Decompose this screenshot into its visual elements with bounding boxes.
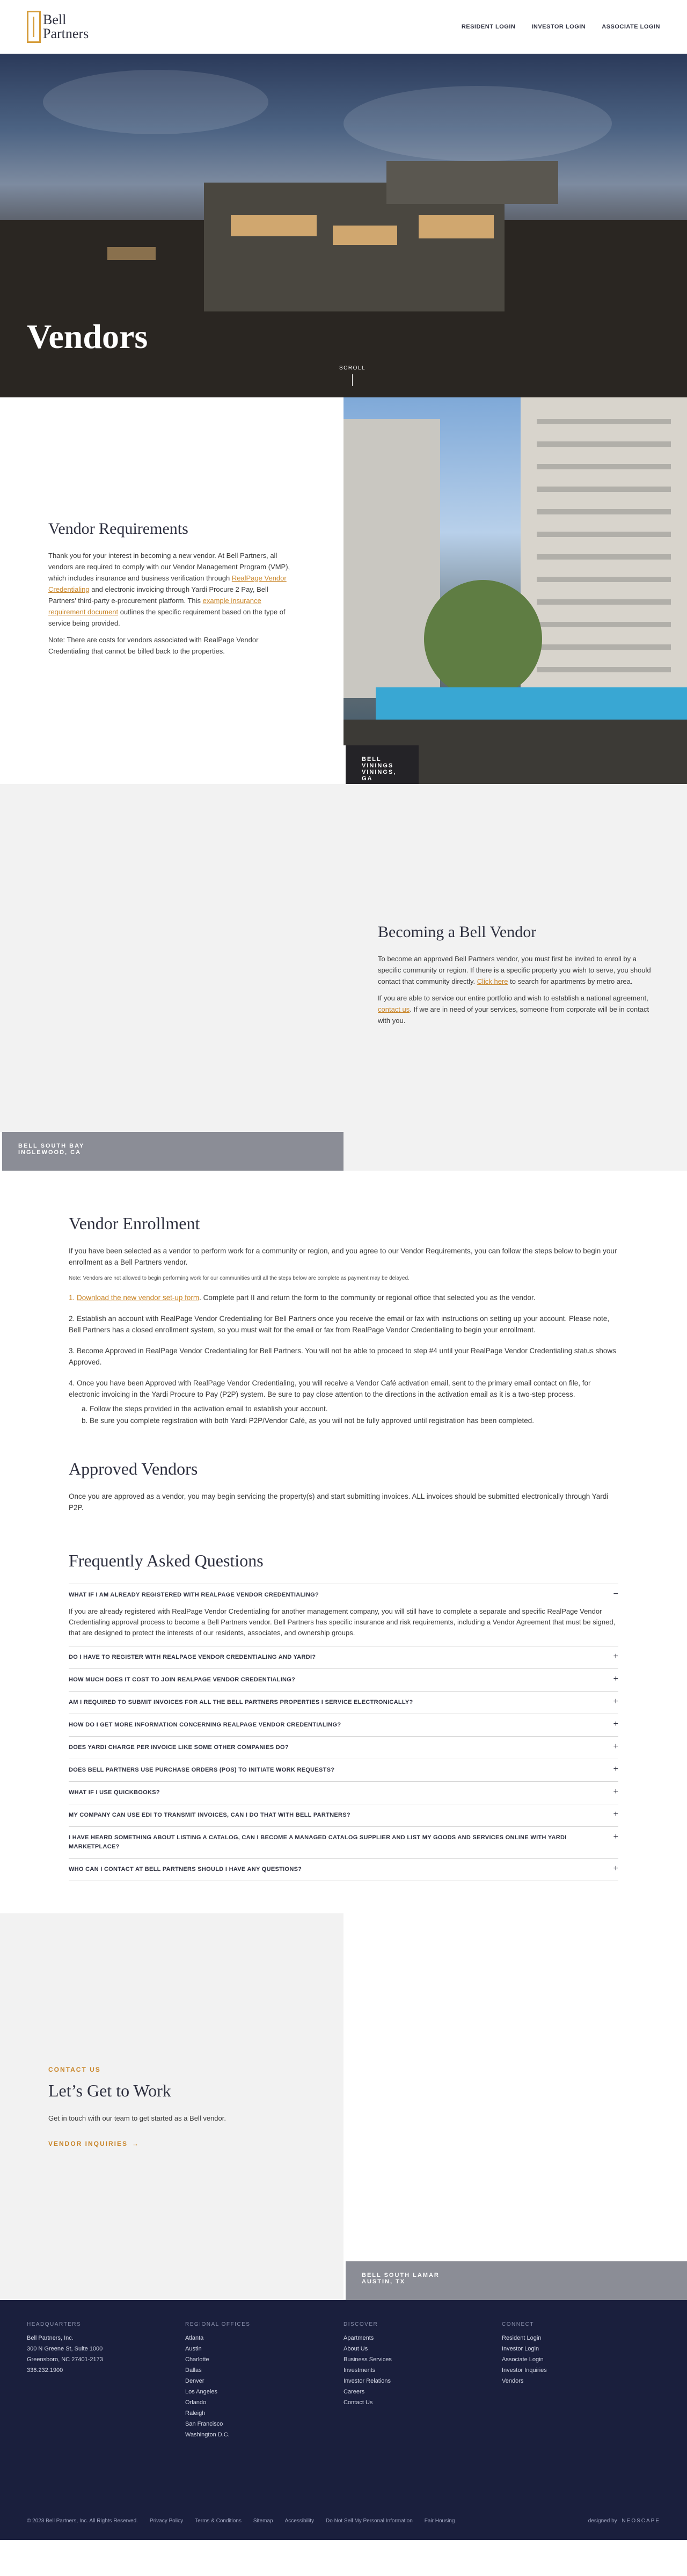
- site-footer: [0, 2300, 687, 2540]
- discover-link[interactable]: Investments: [344, 2367, 376, 2374]
- hero-cloud: [344, 86, 612, 161]
- becoming-vendor-section: [0, 784, 687, 1171]
- faq-item[interactable]: [69, 1668, 618, 1691]
- faq-question: WHAT IF I AM ALREADY REGISTERED WITH REALPAGE VENDOR CREDENTIALING?: [69, 1592, 319, 1598]
- footer-headquarters: [27, 2321, 185, 2440]
- legal-link[interactable]: Privacy Policy: [149, 2518, 184, 2524]
- contact-us-link[interactable]: contact us: [378, 1005, 410, 1013]
- enrollment-title: Vendor Enrollment: [69, 1214, 200, 1233]
- hero-window-light: [419, 215, 494, 238]
- faq-item[interactable]: [69, 1646, 618, 1668]
- caption-property: BELL SOUTH LAMAR: [362, 2272, 440, 2279]
- investor-login-link[interactable]: INVESTOR LOGIN: [531, 24, 586, 30]
- realpage-link[interactable]: RealPage Vendor Credentialing: [48, 574, 287, 593]
- expand-icon[interactable]: +: [613, 1674, 618, 1684]
- expand-icon[interactable]: +: [613, 1810, 618, 1819]
- faq-item[interactable]: [69, 1804, 618, 1826]
- contact-eyebrow: CONTACT US: [48, 2066, 101, 2073]
- contact-image-placeholder: [344, 1913, 687, 2300]
- regional-office-link[interactable]: Charlotte: [185, 2356, 209, 2363]
- vendor-setup-form-link[interactable]: Download the new vendor set-up form: [77, 1294, 200, 1302]
- hero-window-light: [231, 215, 317, 236]
- logo-mark-icon: [27, 11, 41, 43]
- resident-login-link[interactable]: RESIDENT LOGIN: [461, 24, 516, 30]
- text-fragment: If you are able to service our entire portfolio and wish to establish a national agreement,: [378, 994, 648, 1002]
- faq-item-open[interactable]: [69, 1584, 618, 1606]
- legal-link[interactable]: Accessibility: [284, 2518, 315, 2524]
- copyright: © 2023 Bell Partners, Inc. All Rights Reserved.: [27, 2518, 138, 2524]
- regional-office-link[interactable]: Denver: [185, 2378, 204, 2384]
- text-fragment: and electronic invoicing through Yardi Procure 2 Pay, Bell Partners' third-party e-procurement platform. This: [48, 585, 268, 605]
- requirements-paragraph: [48, 550, 295, 629]
- associate-login-link[interactable]: ASSOCIATE LOGIN: [602, 24, 660, 30]
- enrollment-step-4: 4. Once you have been Approved with RealPage Vendor Credentialing, you will receive a Vendor Café activation email, sent to the primary email contact on file, for electronic invoicing in the Yardi Procure to Pay (P2P) system. Be sure to pay close attention to the directions in the activation email as it is a two-step process.: [69, 1379, 591, 1398]
- footer-heading: CONNECT: [502, 2321, 534, 2327]
- faq-title: Frequently Asked Questions: [69, 1551, 264, 1570]
- site-header: [0, 0, 687, 54]
- expand-icon[interactable]: +: [613, 1787, 618, 1796]
- collapse-icon[interactable]: −: [613, 1590, 618, 1599]
- faq-question: HOW DO I GET MORE INFORMATION CONCERNING REALPAGE VENDOR CREDENTIALING?: [69, 1722, 341, 1728]
- photo-caption: [344, 2261, 687, 2300]
- bell-vinings-photo: [344, 397, 687, 784]
- connect-link[interactable]: Associate Login: [502, 2356, 544, 2363]
- trees: [424, 580, 542, 698]
- footer-heading: HEADQUARTERS: [27, 2321, 82, 2327]
- faq-question: DOES BELL PARTNERS USE PURCHASE ORDERS (POS) TO INITIATE WORK REQUESTS?: [69, 1767, 335, 1773]
- caption-location: INGLEWOOD, CA: [18, 1149, 82, 1156]
- hero-window-light: [333, 226, 397, 245]
- faq-question: AM I REQUIRED TO SUBMIT INVOICES FOR ALL THE BELL PARTNERS PROPERTIES I SERVICE ELECTRONICALLY?: [69, 1699, 413, 1706]
- hq-lines: [27, 2333, 185, 2376]
- regional-office-link[interactable]: Orlando: [185, 2399, 207, 2406]
- footer-discover: [344, 2321, 502, 2440]
- approved-text: Once you are approved as a vendor, you may begin servicing the property(s) and start submitting invoices. ALL invoices should be submitted electronically through Yardi P2P.: [69, 1492, 609, 1512]
- top-nav: [462, 24, 660, 30]
- expand-icon[interactable]: +: [613, 1719, 618, 1729]
- scroll-indicator[interactable]: [339, 365, 366, 386]
- requirements-note: Note: There are costs for vendors associated with RealPage Vendor Credentialing that cannot be billed back to the properties.: [48, 635, 259, 655]
- discover-link[interactable]: Business Services: [344, 2356, 392, 2363]
- becoming-paragraph-1: [378, 953, 653, 987]
- footer-regional-offices: [185, 2321, 344, 2440]
- photo-caption: [0, 1132, 344, 1171]
- bell-partners-logo[interactable]: [27, 11, 89, 43]
- expand-icon[interactable]: +: [613, 1832, 618, 1841]
- connect-link[interactable]: Investor Login: [502, 2346, 539, 2352]
- enrollment-intro: If you have been selected as a vendor to perform work for a community or region, and you agree to our Vendor Requirements, you can follow the steps below to begin your enrollment as a Bell Partners vendor.: [69, 1247, 617, 1266]
- vendor-enrollment-section: [0, 1171, 687, 1448]
- faq-question: WHO CAN I CONTACT AT BELL PARTNERS SHOULD I HAVE ANY QUESTIONS?: [69, 1866, 302, 1873]
- faq-item[interactable]: [69, 1736, 618, 1759]
- becoming-text: [344, 784, 687, 1171]
- text-fragment: To become an approved Bell Partners vendor, you must first be invited to enroll by a specific community or region. If there is a specific property you wish to serve, you should contact that community directly.: [378, 955, 651, 985]
- footer-legal-links: [27, 2518, 455, 2524]
- discover-link[interactable]: Careers: [344, 2389, 365, 2395]
- hq-line: Bell Partners, Inc.: [27, 2335, 74, 2341]
- expand-icon[interactable]: +: [613, 1864, 618, 1873]
- contact-text-line: Get in touch with our team to get started as a Bell vendor.: [48, 2114, 226, 2122]
- caption-property: BELL SOUTH BAY: [18, 1143, 85, 1149]
- caption-location: VININGS, GA: [362, 769, 397, 782]
- designed-by-label: designed by: [588, 2518, 617, 2524]
- enrollment-step-3: 3. Become Approved in RealPage Vendor Credentialing for Bell Partners. You will not be able to proceed to step #4 until your RealPage Vendor Credentialing status shows Approved.: [69, 1347, 616, 1366]
- insurance-doc-link[interactable]: example insurance requirement document: [48, 596, 261, 616]
- caption-property: BELL VININGS: [362, 756, 394, 769]
- faq-question: WHAT IF I USE QUICKBOOKS?: [69, 1789, 160, 1796]
- requirements-title: Vendor Requirements: [48, 519, 188, 538]
- approved-title: Approved Vendors: [69, 1459, 198, 1478]
- contact-text: [0, 1913, 344, 2300]
- faq-question: HOW MUCH DOES IT COST TO JOIN REALPAGE VENDOR CREDENTIALING?: [69, 1677, 296, 1683]
- becoming-paragraph-2: [378, 992, 653, 1026]
- footer-bottom-bar: [27, 2518, 660, 2524]
- vendor-requirements-section: [0, 397, 687, 784]
- faq-question: DO I HAVE TO REGISTER WITH REALPAGE VENDOR CREDENTIALING AND YARDI?: [69, 1654, 316, 1660]
- hq-line: 336.232.1900: [27, 2367, 63, 2374]
- contact-title: Let’s Get to Work: [48, 2081, 171, 2100]
- enrollment-step-1: [69, 1292, 618, 1303]
- regional-office-link[interactable]: San Francisco: [185, 2421, 223, 2427]
- step-number: 1.: [69, 1294, 77, 1302]
- faq-question: DOES YARDI CHARGE PER INVOICE LIKE SOME OTHER COMPANIES DO?: [69, 1744, 289, 1751]
- legal-link[interactable]: Do Not Sell My Personal Information: [326, 2518, 413, 2524]
- regional-office-link[interactable]: Atlanta: [185, 2335, 204, 2341]
- regional-office-link[interactable]: Dallas: [185, 2367, 202, 2374]
- enrollment-note: Note: Vendors are not allowed to begin performing work for our communities until all the steps below are complete as payment may be delayed.: [69, 1275, 410, 1281]
- vendor-inquiries-label: VENDOR INQUIRIES: [48, 2140, 128, 2147]
- faq-item[interactable]: [69, 1714, 618, 1736]
- building-right-windows: [537, 419, 671, 687]
- discover-link[interactable]: Investor Relations: [344, 2378, 391, 2384]
- hq-line: 300 N Greene St, Suite 1000: [27, 2346, 103, 2352]
- expand-icon[interactable]: +: [613, 1697, 618, 1706]
- click-here-link[interactable]: Click here: [477, 977, 508, 985]
- hq-line: Greensboro, NC 27401-2173: [27, 2356, 103, 2363]
- logo-text: Bell Partners: [43, 12, 89, 41]
- caption-location: AUSTIN, TX: [362, 2279, 406, 2285]
- designed-by[interactable]: [588, 2518, 660, 2524]
- expand-icon[interactable]: +: [613, 1652, 618, 1661]
- text-fragment: to search for apartments by metro area.: [508, 977, 633, 985]
- connect-links: [502, 2333, 660, 2386]
- regional-links: [185, 2333, 344, 2440]
- page-title: Vendors: [27, 317, 148, 355]
- discover-link[interactable]: Apartments: [344, 2335, 374, 2341]
- legal-link[interactable]: Fair Housing: [424, 2518, 455, 2524]
- footer-connect: [502, 2321, 660, 2440]
- text-fragment: . Complete part II and return the form to the community or regional office that selected you as the vendor.: [199, 1294, 536, 1302]
- faq-item[interactable]: [69, 1826, 618, 1858]
- footer-heading: DISCOVER: [344, 2321, 378, 2327]
- scroll-line-icon: [352, 374, 353, 386]
- faq-item[interactable]: [69, 1858, 618, 1881]
- faq-item[interactable]: [69, 1781, 618, 1804]
- hero-banner: [0, 54, 687, 397]
- becoming-title: Becoming a Bell Vendor: [378, 923, 537, 941]
- faq-item[interactable]: [69, 1759, 618, 1781]
- regional-office-link[interactable]: Los Angeles: [185, 2389, 217, 2395]
- photo-caption: [344, 745, 419, 784]
- connect-link[interactable]: Resident Login: [502, 2335, 542, 2341]
- footer-columns: [27, 2321, 660, 2440]
- legal-link[interactable]: Terms & Conditions: [195, 2518, 242, 2524]
- faq-closed-items: [69, 1646, 618, 1881]
- regional-office-link[interactable]: Austin: [185, 2346, 202, 2352]
- connect-link[interactable]: Investor Inquiries: [502, 2367, 547, 2374]
- requirements-text: [0, 397, 344, 784]
- enrollment-substeps: [82, 1403, 618, 1427]
- expand-icon[interactable]: +: [613, 1742, 618, 1751]
- designer-name: NEOSCAPE: [622, 2518, 660, 2524]
- becoming-image-placeholder: [0, 784, 344, 1171]
- faq-item[interactable]: [69, 1691, 618, 1714]
- building-left: [344, 419, 440, 698]
- faq-list: [69, 1584, 618, 1881]
- regional-office-link[interactable]: Washington D.C.: [185, 2432, 230, 2438]
- faq-section: [0, 1529, 687, 1913]
- enrollment-step-2: 2. Establish an account with RealPage Vendor Credentialing for Bell Partners once you receive the email or fax with instructions on setting up your account. Please note, Bell Partners has a closed enrollment system, so you must wait for the email or fax from RealPage Vendor Credentialing to begin your enrollment.: [69, 1315, 610, 1334]
- scroll-label: SCROLL: [339, 365, 366, 371]
- text-fragment: . If we are in need of your services, someone from corporate will be in contact with you.: [378, 1005, 649, 1025]
- text-fragment: Thank you for your interest in becoming a new vendor. At Bell Partners, all vendors are required to comply with our Vendor Management Program (VMP), which includes insurance and business verification through: [48, 551, 290, 582]
- arrow-right-icon: →: [132, 2140, 140, 2147]
- faq-answer: If you are already registered with RealPage Vendor Credentialing for another management company, you will still have to complete a separate and specific RealPage Vendor Credentialing approval process to become a Bell Partners vendor. Bell Partners has specific insurance and risk requirements, including a Vendor Agreement that must be signed, that are designed to protect the interests of our residents, associates, and ownership groups.: [69, 1607, 616, 1637]
- hero-cloud: [43, 70, 268, 134]
- connect-link[interactable]: Vendors: [502, 2378, 524, 2384]
- faq-question: MY COMPANY CAN USE EDI TO TRANSMIT INVOICES, CAN I DO THAT WITH BELL PARTNERS?: [69, 1812, 350, 1818]
- hero-window-light: [107, 247, 156, 260]
- legal-link[interactable]: Sitemap: [253, 2518, 273, 2524]
- contact-section: [0, 1913, 687, 2300]
- expand-icon[interactable]: +: [613, 1765, 618, 1774]
- faq-question: I HAVE HEARD SOMETHING ABOUT LISTING A CATALOG, CAN I BECOME A MANAGED CATALOG SUPPLIER AND LIST MY GOODS AND SERVICES ONLINE WITH YARDI MARKETPLACE?: [69, 1834, 567, 1850]
- approved-vendors-section: [0, 1448, 687, 1529]
- discover-link[interactable]: About Us: [344, 2346, 368, 2352]
- substep-a: a. Follow the steps provided in the activation email to establish your account.: [82, 1405, 328, 1413]
- legal-links: [150, 2518, 455, 2524]
- vendor-inquiries-button[interactable]: [48, 2140, 295, 2147]
- text-fragment: outlines the specific requirement based on the type of service being provided.: [48, 607, 286, 627]
- substep-b: b. Be sure you complete registration with both Yardi P2P/Vendor Café, as you will not be fully approved until registration has been completed.: [82, 1417, 534, 1425]
- discover-link[interactable]: Contact Us: [344, 2399, 373, 2406]
- footer-heading: REGIONAL OFFICES: [185, 2321, 251, 2327]
- regional-office-link[interactable]: Raleigh: [185, 2410, 206, 2417]
- hero-building: [386, 161, 558, 204]
- discover-links: [344, 2333, 502, 2408]
